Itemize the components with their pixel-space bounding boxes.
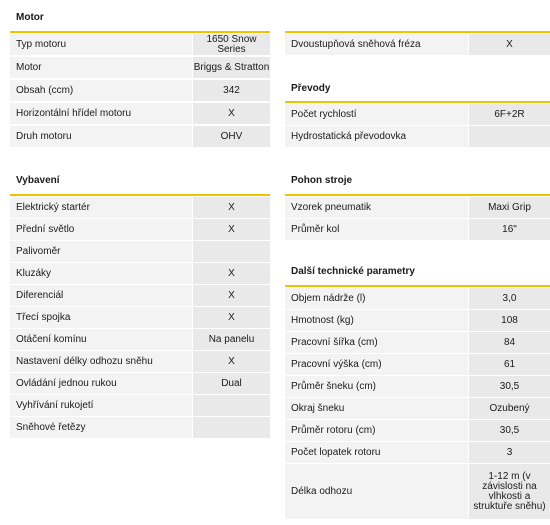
section-rule bbox=[10, 194, 270, 196]
spec-row bbox=[10, 395, 270, 417]
spec-row bbox=[10, 219, 270, 241]
spec-label: Průměr kol bbox=[291, 224, 340, 235]
spec-value: X bbox=[192, 351, 270, 372]
spec-value bbox=[192, 241, 270, 262]
spec-row bbox=[10, 126, 270, 148]
spec-value: 61 bbox=[468, 354, 550, 375]
spec-value: 1650 Snow Series bbox=[192, 34, 270, 55]
spec-value: Na panelu bbox=[192, 329, 270, 350]
spec-label: Délka odhozu bbox=[291, 486, 353, 497]
spec-row bbox=[10, 373, 270, 395]
spec-value: 1-12 m (v závislosti na vlhkosti a struktuře sněhu) bbox=[468, 464, 550, 519]
section-rule bbox=[285, 194, 550, 196]
spec-value: 16" bbox=[468, 219, 550, 240]
spec-row bbox=[285, 197, 550, 219]
spec-value: X bbox=[192, 285, 270, 306]
spec-value bbox=[192, 395, 270, 416]
spec-row bbox=[285, 354, 550, 376]
section-title-motor: Motor bbox=[16, 12, 44, 23]
spec-row bbox=[10, 241, 270, 263]
spec-value: X bbox=[192, 307, 270, 328]
spec-row bbox=[10, 307, 270, 329]
section-title-vybaveni: Vybavení bbox=[16, 175, 60, 186]
spec-value: 30,5 bbox=[468, 420, 550, 441]
spec-label: Okraj šneku bbox=[291, 403, 345, 414]
spec-value: X bbox=[192, 219, 270, 240]
spec-value: X bbox=[192, 263, 270, 284]
spec-label: Kluzáky bbox=[16, 268, 52, 279]
spec-label: Nastavení délky odhozu sněhu bbox=[16, 356, 153, 367]
spec-row bbox=[285, 398, 550, 420]
spec-label: Typ motoru bbox=[16, 39, 67, 50]
spec-label: Ovládání jednou rukou bbox=[16, 378, 117, 389]
spec-row bbox=[285, 464, 550, 520]
spec-value: Dual bbox=[192, 373, 270, 394]
section-title-prevody: Převody bbox=[291, 83, 331, 94]
spec-label: Vzorek pneumatik bbox=[291, 202, 372, 213]
spec-label: Otáčení komínu bbox=[16, 334, 87, 345]
spec-row bbox=[10, 329, 270, 351]
section-rule bbox=[285, 101, 550, 103]
spec-value: 108 bbox=[468, 310, 550, 331]
spec-row bbox=[10, 34, 270, 56]
spec-value: X bbox=[192, 197, 270, 218]
spec-value: Maxi Grip bbox=[468, 197, 550, 218]
spec-row bbox=[285, 34, 550, 56]
spec-value: Briggs & Stratton bbox=[192, 57, 270, 78]
spec-row bbox=[10, 80, 270, 102]
section-rule bbox=[10, 31, 270, 33]
spec-label: Přední světlo bbox=[16, 224, 75, 235]
spec-row bbox=[10, 263, 270, 285]
spec-label: Třecí spojka bbox=[16, 312, 71, 323]
spec-label: Objem nádrže (l) bbox=[291, 293, 366, 304]
spec-row bbox=[10, 417, 270, 439]
spec-label: Diferenciál bbox=[16, 290, 64, 301]
spec-label: Sněhové řetězy bbox=[16, 422, 86, 433]
spec-row bbox=[285, 376, 550, 398]
spec-value: 6F+2R bbox=[468, 104, 550, 125]
spec-label: Druh motoru bbox=[16, 131, 72, 142]
spec-label: Obsah (ccm) bbox=[16, 85, 74, 96]
spec-row bbox=[285, 288, 550, 310]
section-rule bbox=[285, 285, 550, 287]
spec-value: 84 bbox=[468, 332, 550, 353]
spec-value: 30,5 bbox=[468, 376, 550, 397]
spec-label: Pracovní šířka (cm) bbox=[291, 337, 378, 348]
section-title-pohon: Pohon stroje bbox=[291, 175, 353, 186]
spec-value: X bbox=[468, 34, 550, 55]
spec-row bbox=[285, 442, 550, 464]
spec-label: Hmotnost (kg) bbox=[291, 315, 354, 326]
spec-value: 3,0 bbox=[468, 288, 550, 309]
spec-label: Pracovní výška (cm) bbox=[291, 359, 382, 370]
spec-row bbox=[285, 219, 550, 241]
spec-label: Motor bbox=[16, 62, 42, 73]
spec-label: Počet lopatek rotoru bbox=[291, 447, 381, 458]
spec-value: 3 bbox=[468, 442, 550, 463]
spec-row bbox=[285, 332, 550, 354]
spec-row bbox=[285, 104, 550, 126]
section-title-dalsi: Další technické parametry bbox=[291, 266, 415, 277]
spec-value: OHV bbox=[192, 126, 270, 147]
spec-label: Horizontální hřídel motoru bbox=[16, 108, 132, 119]
spec-row bbox=[285, 420, 550, 442]
spec-label: Průměr rotoru (cm) bbox=[291, 425, 376, 436]
spec-label: Počet rychlostí bbox=[291, 109, 357, 120]
spec-row bbox=[10, 57, 270, 79]
spec-value bbox=[192, 417, 270, 438]
spec-value: X bbox=[192, 103, 270, 124]
spec-row bbox=[285, 126, 550, 148]
spec-value: Ozubený bbox=[468, 398, 550, 419]
spec-label: Vyhřívání rukojetí bbox=[16, 400, 94, 411]
spec-value bbox=[468, 126, 550, 147]
spec-value: 342 bbox=[192, 80, 270, 101]
spec-row bbox=[10, 351, 270, 373]
spec-label: Dvoustupňová sněhová fréza bbox=[291, 39, 421, 50]
spec-label: Hydrostatická převodovka bbox=[291, 131, 407, 142]
spec-row bbox=[285, 310, 550, 332]
spec-row bbox=[10, 285, 270, 307]
spec-row bbox=[10, 197, 270, 219]
spec-label: Palivoměr bbox=[16, 246, 61, 257]
spec-row bbox=[10, 103, 270, 125]
section-rule bbox=[285, 31, 550, 33]
spec-label: Průměr šneku (cm) bbox=[291, 381, 377, 392]
spec-label: Elektrický startér bbox=[16, 202, 90, 213]
